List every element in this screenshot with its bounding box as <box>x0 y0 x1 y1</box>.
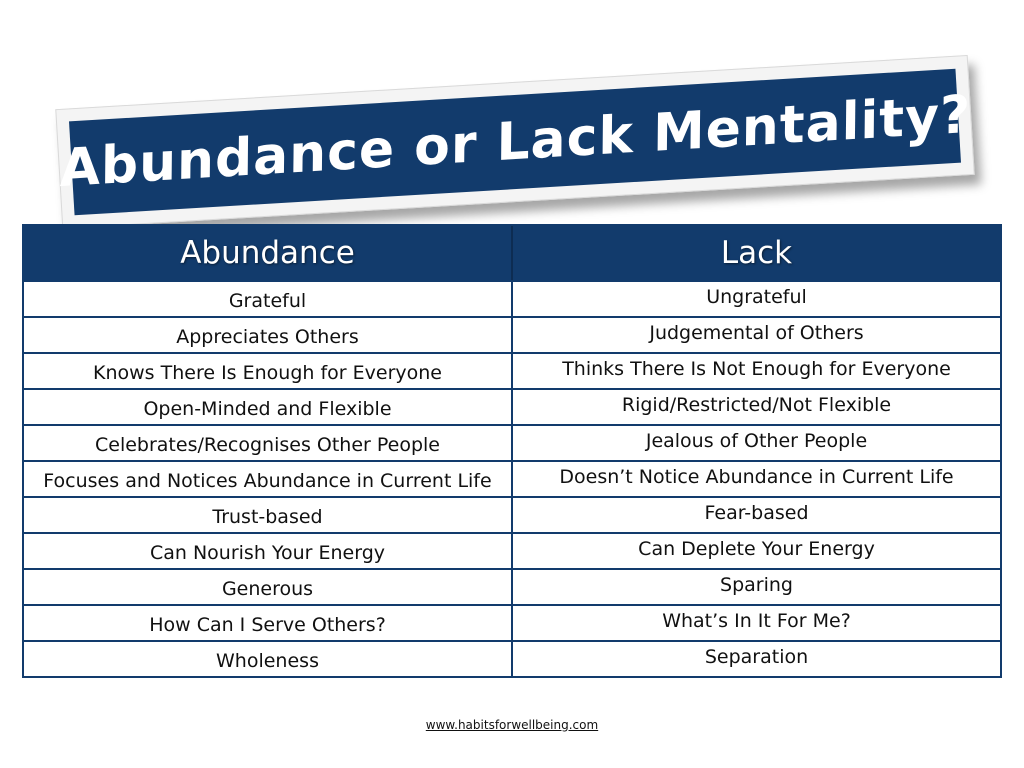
table-row <box>24 568 1000 604</box>
table-row <box>24 280 1000 316</box>
lack-cell: Thinks There Is Not Enough for Everyone <box>511 354 1000 388</box>
lack-cell: Judgemental of Others <box>511 318 1000 352</box>
title-banner-inner <box>59 69 971 215</box>
lack-cell: Fear-based <box>511 498 1000 532</box>
table-row <box>24 496 1000 532</box>
lack-cell: Ungrateful <box>511 282 1000 316</box>
page-title: Abundance or Lack Mentality? <box>59 84 971 200</box>
table-row <box>24 424 1000 460</box>
lack-cell: Jealous of Other People <box>511 426 1000 460</box>
table-row <box>24 532 1000 568</box>
abundance-cell: Trust-based <box>212 506 323 528</box>
abundance-cell: Grateful <box>228 290 307 312</box>
website-link[interactable]: www.habitsforwellbeing.com <box>425 718 599 732</box>
table-row <box>24 640 1000 676</box>
table-row <box>24 460 1000 496</box>
lack-cell: What’s In It For Me? <box>511 606 1000 640</box>
lack-cell: Sparing <box>511 570 1000 604</box>
abundance-cell: Appreciates Others <box>176 326 359 348</box>
table-row <box>24 352 1000 388</box>
lack-cell: Separation <box>511 642 1000 676</box>
lack-cell: Rigid/Restricted/Not Flexible <box>511 390 1000 424</box>
title-banner <box>55 55 975 229</box>
abundance-cell: Wholeness <box>216 650 319 672</box>
header-lack: Lack <box>511 226 1000 280</box>
abundance-cell: Open-Minded and Flexible <box>143 398 392 420</box>
table-header <box>24 226 1000 280</box>
abundance-cell: Focuses and Notices Abundance in Current Life <box>43 470 492 492</box>
table-row <box>24 604 1000 640</box>
abundance-cell: Knows There Is Enough for Everyone <box>93 362 442 384</box>
header-abundance: Abundance <box>180 235 355 271</box>
abundance-cell: Generous <box>221 578 314 600</box>
table-row <box>24 388 1000 424</box>
abundance-cell: Celebrates/Recognises Other People <box>94 434 440 456</box>
lack-cell: Doesn’t Notice Abundance in Current Life <box>511 462 1000 496</box>
lack-cell: Can Deplete Your Energy <box>511 534 1000 568</box>
comparison-table <box>22 224 1002 678</box>
abundance-cell: Can Nourish Your Energy <box>149 542 386 564</box>
table-row <box>24 316 1000 352</box>
abundance-cell: How Can I Serve Others? <box>149 614 386 636</box>
